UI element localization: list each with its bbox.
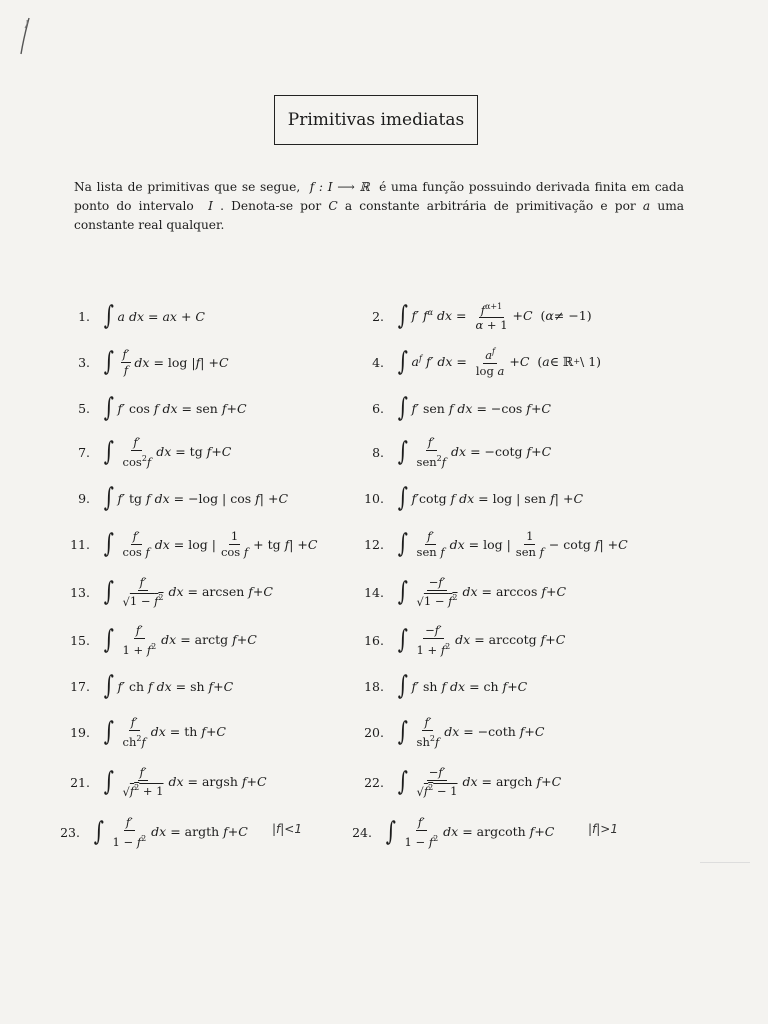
formula-3: 3. ∫ f′ f dx = log | f | + C: [56, 342, 229, 382]
formula-number: 5.: [78, 400, 90, 416]
formula-14: 14. ∫ −f′ $√1 - f^2$ dx = arccos f + C: [350, 572, 566, 612]
function-signature: f : I ⟶ ℝ: [309, 180, 370, 194]
formula-number: 19.: [70, 724, 90, 740]
formula-number: 4.: [372, 354, 384, 370]
page-title: Primitivas imediatas: [274, 95, 478, 145]
formula-number: 15.: [70, 632, 90, 648]
formula-number: 6.: [372, 400, 384, 416]
formula-number: 9.: [78, 490, 90, 506]
formula-13: 13. ∫ f′ $√1 - f^2$ dx = arcsen f + C: [56, 572, 273, 612]
formula-8: 8. ∫ f′ sen$^2$f dx = −cotg f + C: [350, 432, 551, 472]
formula-number: 16.: [364, 632, 384, 648]
formula-number: 8.: [372, 444, 384, 460]
formula-21: 21. ∫ f′ $√f^2 + 1$ dx = argsh f + C: [56, 762, 267, 802]
formula-number: 20.: [364, 724, 384, 740]
formula-23: 23. ∫ f′ $1 - f^2$ dx = argth f + C: [46, 812, 248, 852]
formula-number: 23.: [60, 824, 80, 840]
formula-24: 24. ∫ f′ $1 - f^2$ dx = argcoth f + C: [338, 812, 554, 852]
faint-rule: [700, 862, 750, 863]
intro-line1: Na lista de primitivas que se segue,: [74, 180, 301, 194]
formula-20: 20. ∫ f′ $sh^2f$ dx = −coth f + C: [350, 712, 544, 752]
formula-number: 10.: [364, 490, 384, 506]
formula-1: 1. ∫ a dx = ax + C: [56, 296, 205, 336]
formula-number: 17.: [70, 678, 90, 694]
formula-number: 12.: [364, 536, 384, 552]
formula-number: 18.: [364, 678, 384, 694]
formula-5: 5. ∫ f′ cos f dx = sen f + C: [56, 388, 247, 428]
formula-number: 7.: [78, 444, 90, 460]
handwritten-note-23: |f|<1: [272, 822, 302, 836]
formula-7: 7. ∫ f′ $\cos^2f$ dx = tg f + C: [56, 432, 231, 472]
formula-10: 10. ∫ f′ cotg f dx = log | sen f | + C: [350, 478, 583, 518]
formula-number: 3.: [78, 354, 90, 370]
formula-11: 11. ∫ f′ cos f dx = log | 1 cos f + tg f | + C: [56, 524, 317, 564]
constant-a: a: [642, 199, 651, 213]
intro-line2a: cada ponto do intervalo: [74, 180, 685, 213]
intro-line3: constante real qualquer.: [74, 218, 225, 232]
formula-18: 18. ∫ f′ sh f dx = ch f + C: [350, 666, 527, 706]
formula-19: 19. ∫ f′ $ch^2f$ dx = th f + C: [56, 712, 226, 752]
formula-2: 2. ∫ f′ $f^\alpha$ dx = $f^{\alpha+1}$ α + 1 + C ( α ≠ −1): [350, 296, 592, 336]
formula-15: 15. ∫ f′ $1 + f^2$ dx = arctg f + C: [56, 620, 257, 660]
formula-number: 21.: [70, 774, 90, 790]
intro-line1b: é uma função possuindo derivada finita em: [379, 180, 651, 194]
intro-line2b: . Denota-se por: [220, 199, 322, 213]
formula-16: 16. ∫ −f′ $1 + f^2$ dx = arccotg f + C: [350, 620, 565, 660]
constant-c: C: [328, 199, 338, 213]
interval-symbol: I: [208, 199, 213, 213]
formula-number: 2.: [372, 308, 384, 324]
formula-4: 4. ∫ $a^f$ f′ dx = $a^f$ log a + C ( a ∈ ℝ + \ 1): [350, 342, 601, 382]
formula-17: 17. ∫ f′ ch f dx = sh f + C: [56, 666, 233, 706]
formula-number: 13.: [70, 584, 90, 600]
intro-line2d: uma: [657, 199, 685, 213]
formula-9: 9. ∫ f′ tg f dx = −log | cos f | + C: [56, 478, 288, 518]
formula-number: 22.: [364, 774, 384, 790]
formula-12: 12. ∫ f′ sen f dx = log | 1 sen f − cotg f | + C: [350, 524, 628, 564]
formula-22: 22. ∫ −f′ $√f^2 - 1$ dx = argch f + C: [350, 762, 561, 802]
formula-number: 11.: [70, 536, 90, 552]
formula-number: 14.: [364, 584, 384, 600]
handwritten-note-24: |f|>1: [588, 822, 618, 836]
formula-6: 6. ∫ f′ sen f dx = −cos f + C: [350, 388, 551, 428]
intro-line2c: a constante arbitrária de primitivação e por: [344, 199, 636, 213]
formula-number: 24.: [352, 824, 372, 840]
formula-number: 1.: [78, 308, 90, 324]
